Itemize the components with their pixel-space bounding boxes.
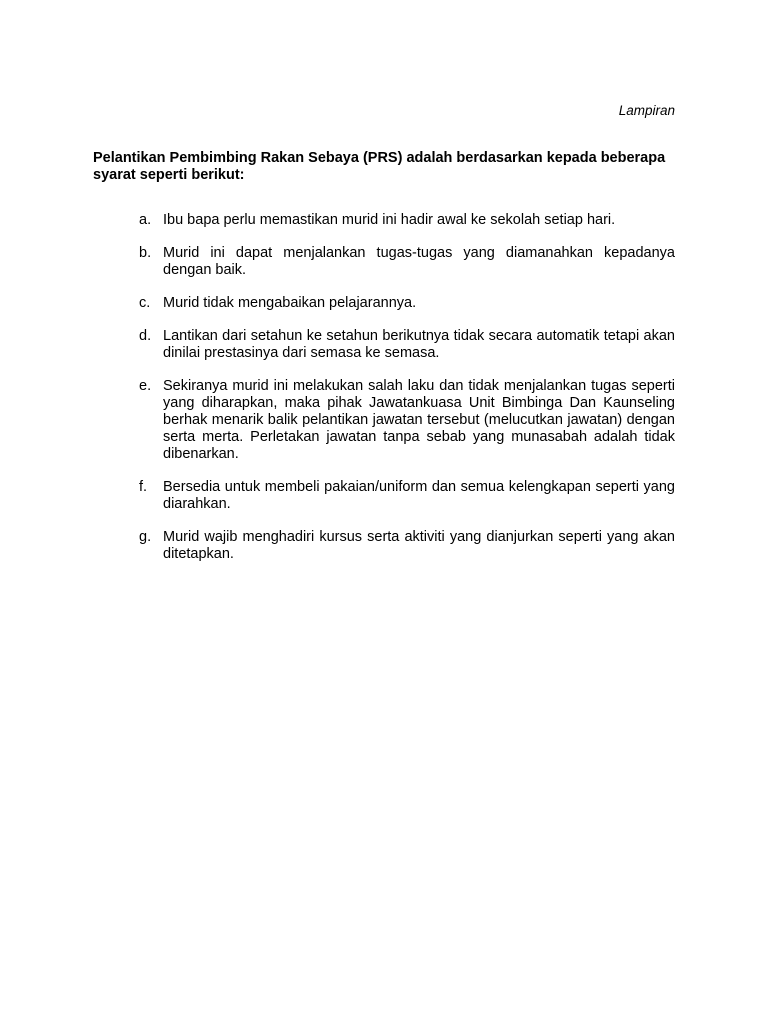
list-marker: a. (139, 212, 152, 228)
section-heading: Pelantikan Pembimbing Rakan Sebaya (PRS) adalah berdasarkan kepada beberapa syarat seperti berikut: (93, 150, 666, 183)
requirement-item-b (139, 245, 675, 279)
requirement-text: Murid wajib menghadiri kursus serta aktiviti yang dianjurkan seperti yang akan ditetapkan. (163, 529, 675, 562)
list-marker: g. (139, 529, 152, 545)
requirement-text: Murid ini dapat menjalankan tugas-tugas yang diamanahkan kepadanya dengan baik. (163, 245, 675, 278)
requirement-item-f (139, 479, 675, 513)
list-marker: d. (139, 328, 152, 344)
requirement-item-c (139, 295, 675, 312)
appendix-label: Lampiran (618, 103, 675, 118)
requirement-item-a (139, 212, 675, 229)
list-marker: b. (139, 245, 152, 261)
requirement-text: Bersedia untuk membeli pakaian/uniform dan semua kelengkapan seperti yang diarahkan. (163, 479, 675, 512)
requirement-item-g (139, 529, 675, 563)
list-marker: f. (139, 479, 148, 495)
list-marker: e. (139, 378, 152, 394)
requirement-text: Ibu bapa perlu memastikan murid ini hadir awal ke sekolah setiap hari. (163, 212, 616, 228)
requirements-list (139, 212, 675, 579)
requirement-item-e (139, 378, 675, 463)
requirement-text: Sekiranya murid ini melakukan salah laku dan tidak menjalankan tugas seperti yang diharapkan, maka pihak Jawatankuasa Unit Bimbinga Dan Kaunseling berhak menarik balik pelantikan jawatan tersebut (melucutkan jawatan) dengan serta merta. Perletakan jawatan tanpa sebab yang munasabah adalah tidak dibenarkan. (163, 378, 675, 462)
requirement-item-d (139, 328, 675, 362)
requirement-text: Lantikan dari setahun ke setahun berikutnya tidak secara automatik tetapi akan dinilai prestasinya dari semasa ke semasa. (163, 328, 675, 361)
list-marker: c. (139, 295, 151, 311)
requirement-text: Murid tidak mengabaikan pelajarannya. (163, 295, 417, 311)
